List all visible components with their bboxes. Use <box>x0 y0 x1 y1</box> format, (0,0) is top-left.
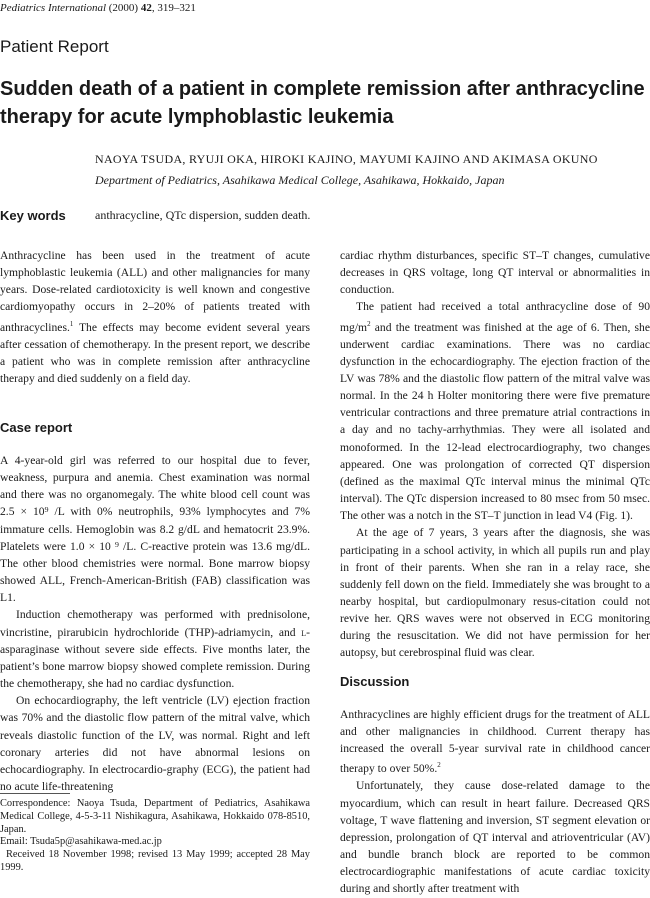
case-p2-smallcaps: l <box>301 625 307 639</box>
discussion-paragraph-2: Unfortunately, they cause dose-related damage to the myocardium, which can result in heart failure. Decreased QRS voltage, T wave flattening and inversion, ST segment elevation or depression, prolongation of QT interval and atrioventricular (AV) and bundle branch block are reported to be common electrocardiographic manifestations of acute cardiac toxicity during and shortly after treatment with <box>340 779 650 896</box>
case-p2-text-a: Induction chemotherapy was performed with prednisolone, vincristine, pirarubicin hydrochloride (THP)-adriamycin, and <box>0 608 310 639</box>
discussion-body <box>340 706 650 898</box>
correspondence: Correspondence: Naoya Tsuda, Department of Pediatrics, Asahikawa Medical College, 4-5-3-11 Nishikagura, Asahikawa, Hokkaido 078-8510, Japan. <box>0 798 310 835</box>
right-paragraph-3: At the age of 7 years, 3 years after the diagnosis, she was participating in a school activity, in which all pupils run and play in front of their parents. When she ran in a relay race, she suddenly fell down on the field. Immediately she was brought to a nearby hospital, but cardiopulmonary resus-citation could not revive her. QRS waves were not observed in ECG monitoring during the resuscitation. We did not have permission for her autopsy, but cerebrospinal fluid was clear. <box>340 526 650 660</box>
affiliation: Department of Pediatrics, Asahikawa Medical College, Asahikawa, Hokkaido, Japan <box>95 173 505 187</box>
keywords-text: anthracycline, QTc dispersion, sudden death. <box>95 208 311 222</box>
right-paragraph-2 <box>340 298 650 524</box>
discussion-p1-citation: 2 <box>437 761 441 770</box>
discussion-heading: Discussion <box>340 674 410 689</box>
intro-paragraph <box>0 247 310 387</box>
case-p2-text-b: -asparaginase without severe side effects. Five months later, the patient’s bone marrow biopsy showed complete remission. During the chemotherapy, she had no cardiac dysfunction. <box>0 625 310 691</box>
intro-text: Anthracycline has been used in the treatment of acute lymphoblastic leukemia (ALL) and other malignancies for many years. Dose-related cardiotoxicity is well known and congestive cardiomyopathy occurs in 2–20% of patients treated with anthracyclines. <box>0 249 310 334</box>
right-p2-text-a: The patient had received a total anthracycline dose of 90 mg/m <box>340 300 650 334</box>
intro-text-cont: The effects may become evident several years after cessation of chemotherapy. In the present report, we describe a patient who was in complete remission after anthracycline therapy and died suddenly on a field day. <box>0 320 310 385</box>
case-paragraph-3: On echocardiography, the left ventricle (LV) ejection fraction was 70% and the diastolic flow pattern of the mitral valve, which reveals diastolic function of the LV, was normal. Right and left coronary arteries did not have abnormal lesions on echocardiography. In electrocardio-graphy (ECG), the patient had no acute life-threatening <box>0 694 310 793</box>
journal-year: (2000) <box>108 2 139 14</box>
journal-volume: 42 <box>140 2 152 14</box>
case-paragraph-1: A 4-year-old girl was referred to our hospital due to fever, weakness, purpura and anemia. Chest examination was normal and there was no organomegaly. The white blood cell count was 2.5 × 10⁹ /L with 0% neutrophils, 93% lymphocytes and 7% immature cells. Hemoglobin was 8.2 g/dL and hematocrit 23.9%. Platelets were 1.0 × 10 ⁹ /L. C-reactive protein was 13.6 mg/dL. The other blood chemistries were normal. Bone marrow biopsy showed ALL, French-American-British (FAB) classification was L1. <box>0 454 310 605</box>
correspondence-email: Email: Tsuda5p@asahikawa-med.ac.jp <box>0 836 162 848</box>
case-paragraph-2 <box>0 606 310 692</box>
case-report-body <box>0 452 310 795</box>
author-list: NAOYA TSUDA, RYUJI OKA, HIROKI KAJINO, MAYUMI KAJINO AND AKIMASA OKUNO <box>95 152 598 166</box>
keywords-label: Key words <box>0 208 66 223</box>
journal-pages: , 319–321 <box>151 2 196 14</box>
running-head <box>0 2 196 14</box>
footnote <box>0 798 310 875</box>
intro-citation: 1 <box>69 319 74 328</box>
right-paragraph-1: cardiac rhythm disturbances, specific ST–T changes, cumulative decreases in QRS voltage, long QT interval or abnormalities in conduction. <box>340 249 650 297</box>
case-report-heading: Case report <box>0 420 73 435</box>
article-title: Sudden death of a patient in complete remission after anthracycline therapy for acute lymphoblastic leukemia <box>0 78 645 128</box>
footnote-divider <box>0 793 70 794</box>
right-p2-text-b: and the treatment was finished at the age of 6. Then, she underwent cardiac examinations. There was no cardiac dysfunction in the echocardiography. The ejection fraction of the LV was 78% and the diastolic flow pattern of the mitral valve was normal. In the 24 h Holter monitoring there were five premature ventricular contractions and three premature atrial contractions in a day and no tachy-arrhythmias. They were all isolated and monoformed. In the 12-lead electrocardiography, two changes appeared. One was prolongation of corrected QT dispersion (defined as the maximal QTc interval minus the minimal QTc interval). The QTc dispersion increased to 80 msec from 50 msec. The other was a notch in the ST–T junction in lead V4 (Fig. 1). <box>340 320 650 523</box>
discussion-p1-text: Anthracyclines are highly efficient drugs for the treatment of ALL and other malignancies in childhood. Current therapy has increased the overall 5-year survival rate in childhood cancer therapy to over 50%. <box>340 708 650 776</box>
right-p2-superscript: 2 <box>367 319 371 328</box>
discussion-paragraph-1 <box>340 706 650 777</box>
article-type: Patient Report <box>0 37 109 56</box>
received-dates: Received 18 November 1998; revised 13 May 1999; accepted 28 May 1999. <box>0 849 310 873</box>
case-report-continued <box>340 247 650 662</box>
journal-name: Pediatrics International <box>0 2 107 14</box>
